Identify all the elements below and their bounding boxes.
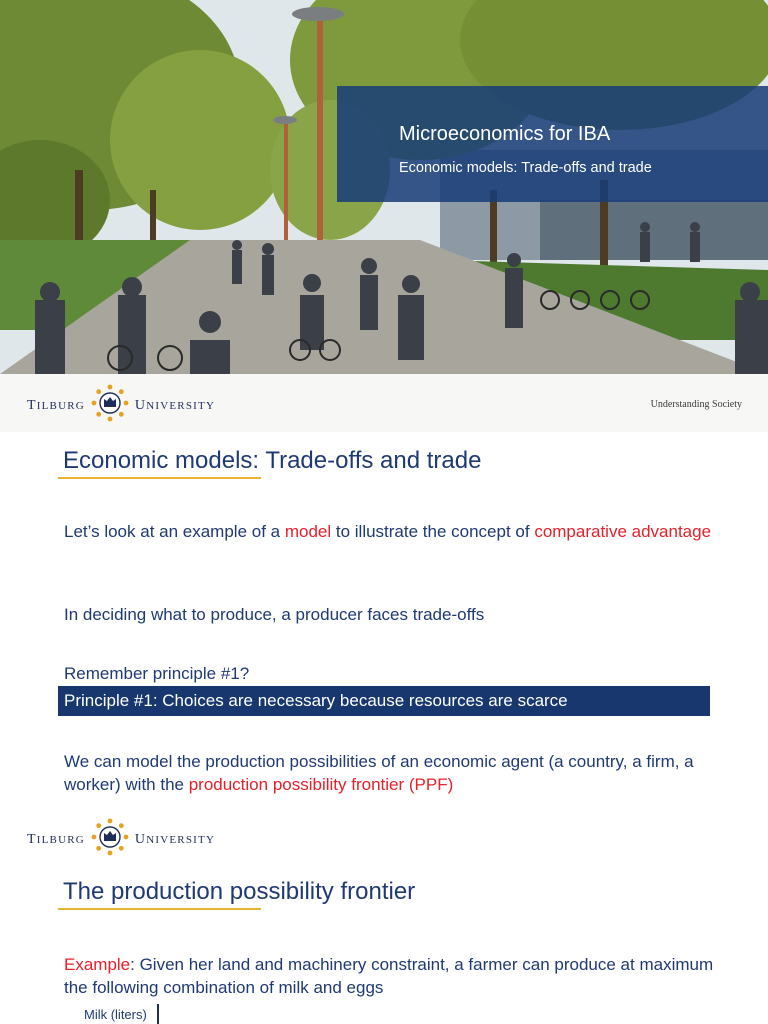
logo-word-left: TILBURG [27, 397, 85, 413]
slide2-paragraph-ppf: We can model the production possibilities of an economic agent (a country, a firm, a worker) with the production possibility frontier (PPF) [64, 752, 694, 794]
principle-banner: Principle #1: Choices are necessary because resources are scarce [58, 686, 710, 716]
slide3-logo-word-right: UNIVERSITY [134, 831, 216, 847]
slide3-heading: The production possibility frontier [63, 878, 416, 905]
slide2-heading: Economic models: Trade-offs and trade [63, 447, 482, 474]
slide3-logo-word-left: TILBURG [27, 831, 85, 847]
highlight-model: model [284, 522, 332, 541]
logo-word-right: UNIVERSITY [134, 397, 216, 413]
slide2-paragraph-tradeoffs: In deciding what to produce, a producer faces trade-offs [64, 605, 485, 624]
milk-axis-label: Milk (liters) [84, 1007, 147, 1022]
slide3-university-seal-icon [91, 818, 129, 861]
presentation-title: Microeconomics for IBA [399, 123, 611, 145]
example-label: Example [64, 955, 131, 974]
highlight-comparative-advantage: comparative advantage [534, 522, 712, 541]
milk-axis-line [157, 1004, 159, 1024]
presentation-subtitle: Economic models: Trade-offs and trade [399, 160, 652, 176]
slide2-heading-rule [58, 477, 261, 479]
title-box [337, 86, 768, 202]
slide3-heading-rule [58, 908, 261, 910]
logo-band [0, 374, 768, 432]
slide3-paragraph-example: Example: Given her land and machinery constraint, a farmer can produce at maximum the following combination of milk and eggs [64, 955, 714, 997]
university-seal-icon [91, 384, 129, 427]
slide2-paragraph-model: Let’s look at an example of a model to illustrate the concept of comparative advantage [64, 522, 712, 541]
highlight-ppf: production possibility frontier (PPF) [188, 775, 454, 794]
tagline: Understanding Society [650, 399, 742, 410]
campus-photo [0, 0, 768, 374]
university-logo [27, 384, 215, 427]
slide3-university-logo [27, 818, 215, 861]
slide2-paragraph-remember: Remember principle #1? [64, 664, 250, 683]
